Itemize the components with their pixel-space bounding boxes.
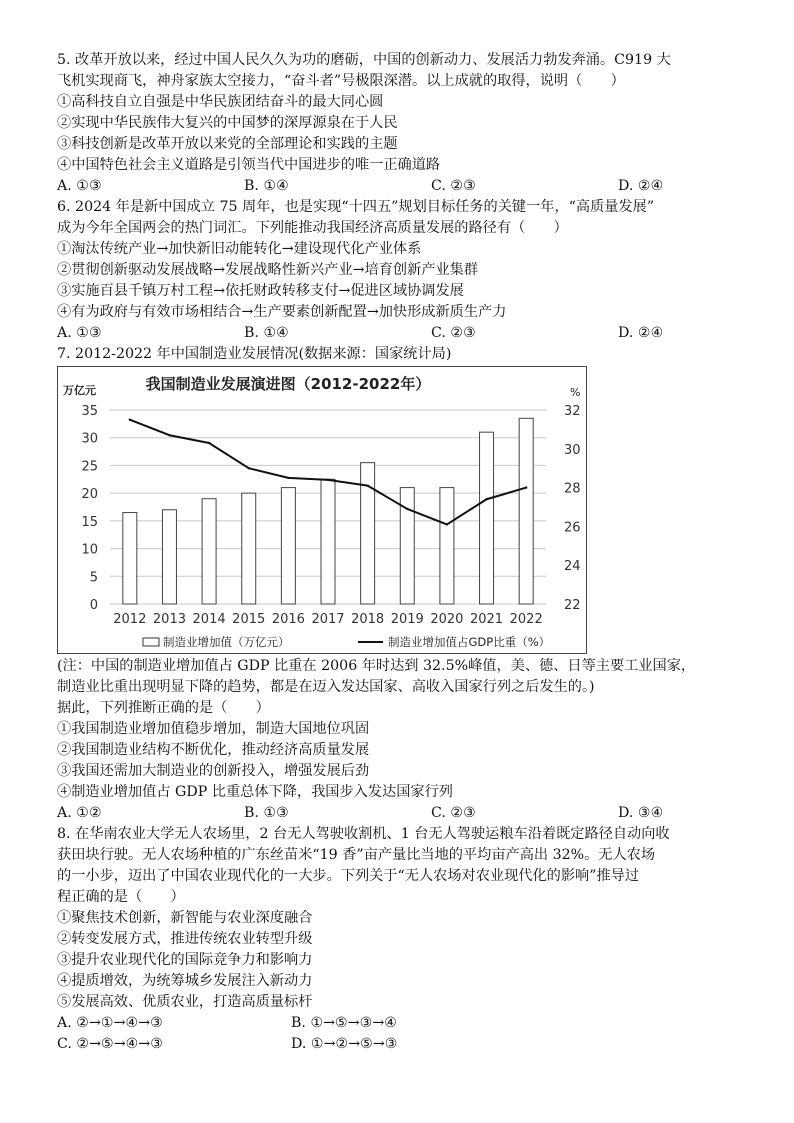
chart-line-point	[446, 523, 448, 525]
chart-line-point	[287, 477, 289, 479]
q5-item-1: ①高科技自立自强是中华民族团结奋斗的最大同心圆	[57, 94, 384, 110]
chart-x-tick: 2012	[113, 612, 147, 627]
chart-y-tick-right: 24	[564, 559, 581, 575]
exam-page	[57, 50, 747, 1055]
chart-bar	[123, 513, 137, 604]
q7-ask: 据此，下列推断正确的是（ ）	[57, 700, 270, 716]
chart-x-tick: 2020	[430, 612, 464, 627]
chart-bar	[361, 463, 375, 604]
chart-y-tick-left: 20	[81, 487, 98, 503]
chart-y-tick-right: 32	[564, 404, 581, 419]
q8-stem-line-4: 程正确的是（ ）	[57, 889, 185, 905]
chart-bar	[281, 488, 295, 604]
chart-y-tick-left: 5	[89, 570, 98, 586]
q6-option-c[interactable]: C. ②③	[431, 325, 476, 341]
q5-option-b[interactable]: B. ①④	[244, 178, 289, 194]
question-5	[57, 50, 747, 197]
chart-x-tick: 2013	[152, 612, 187, 627]
chart-bar	[321, 479, 335, 604]
chart-bar	[202, 499, 216, 604]
q8-option-b[interactable]: B. ①→⑤→③→④	[291, 1015, 397, 1031]
chart-y-tick-right: 28	[564, 481, 581, 497]
chart-line-point	[525, 486, 527, 488]
q8-item-2: ②转变发展方式，推进传统农业转型升级	[57, 931, 313, 947]
chart-legend	[143, 635, 550, 649]
legend-bar-swatch	[143, 638, 159, 646]
chart-y-tick-right: 26	[564, 520, 581, 536]
q6-item-4: ④有为政府与有效市场相结合→生产要素创新配置→加快形成新质生产力	[57, 304, 507, 320]
chart-y-axis-label-left: 万亿元	[63, 384, 96, 397]
chart-line-point	[129, 419, 131, 421]
q7-stem: 7. 2012-2022 年中国制造业发展情况(数据来源：国家统计局)	[57, 346, 452, 362]
chart-y-tick-left: 30	[81, 431, 98, 447]
q7-option-d[interactable]: D. ③④	[618, 805, 664, 821]
q7-note-line-1: (注：中国的制造业增加值占 GDP 比重在 2006 年时达到 32.5%峰值，美、德、日等主要工业国家，	[57, 658, 696, 674]
q8-item-1: ①聚焦技术创新，新智能与农业深度融合	[57, 910, 313, 926]
chart-svg	[58, 367, 586, 653]
chart-line-point	[168, 434, 170, 436]
q5-stem-line-2: 飞机实现商飞，神舟家族太空接力，“奋斗者”号极限深潜。以上成就的取得，说明（ ）	[57, 73, 625, 89]
chart-line-point	[327, 479, 329, 481]
q6-item-1: ①淘汰传统产业→加快新旧动能转化→建设现代化产业体系	[57, 241, 422, 257]
q7-option-b[interactable]: B. ①③	[244, 805, 289, 821]
q8-item-5: ⑤发展高效、优质农业，打造高质量标杆	[57, 994, 313, 1010]
q8-option-c[interactable]: C. ②→⑤→④→③	[57, 1036, 163, 1052]
question-8	[57, 824, 747, 1055]
chart-line-point	[406, 508, 408, 510]
chart-y-tick-left: 25	[81, 459, 98, 475]
q6-item-3: ③实施百县千镇万村工程→依托财政转移支付→促进区域协调发展	[57, 283, 464, 299]
chart-y-tick-left: 35	[81, 404, 98, 419]
q7-note	[57, 656, 747, 698]
chart-x-tick: 2015	[232, 612, 266, 627]
legend-line-label: 制造业增加值占GDP比重（%）	[388, 635, 551, 649]
q5-option-c[interactable]: C. ②③	[431, 178, 476, 194]
chart-x-tick: 2018	[351, 612, 385, 627]
q6-option-d[interactable]: D. ②④	[618, 325, 664, 341]
q8-stem-line-2: 获田块行驶。无人农场种植的广东丝苗米“19 香”亩产量比当地的平均亩产高出 32%。无人农场	[57, 847, 656, 863]
chart-y-tick-left: 0	[89, 598, 98, 613]
chart-y-tick-right: 30	[564, 442, 581, 458]
chart-y-axis-label-right: %	[570, 386, 581, 399]
q6-option-a[interactable]: A. ①③	[57, 325, 102, 341]
q5-item-3: ③科技创新是改革开放以来党的全部理论和实践的主题	[57, 136, 398, 152]
chart-y-tick-left: 10	[81, 542, 98, 558]
chart-line-point	[208, 442, 210, 444]
q5-option-a[interactable]: A. ①③	[57, 178, 102, 194]
chart-bar	[519, 418, 533, 604]
chart-bar	[440, 488, 454, 604]
chart-line-point	[366, 484, 368, 486]
q5-options	[57, 176, 747, 197]
q8-options-row-1	[57, 1013, 747, 1034]
chart-x-tick: 2022	[509, 612, 543, 627]
q6-option-b[interactable]: B. ①④	[244, 325, 289, 341]
q5-option-d[interactable]: D. ②④	[618, 178, 664, 194]
chart-bar	[242, 493, 256, 604]
q8-option-a[interactable]: A. ②→①→④→③	[57, 1015, 163, 1031]
q8-item-3: ③提升农业现代化的国际竞争力和影响力	[57, 952, 313, 968]
chart-title: 我国制造业发展演进图（2012-2022年）	[145, 375, 431, 393]
q7-note-line-2: 制造业比重出现明显下降的趋势，都是在迈入发达国家、高收入国家行列之后发生的。)	[57, 679, 595, 695]
question-7	[57, 344, 747, 824]
q7-item-3: ③我国还需加大制造业的创新投入，增强发展后劲	[57, 763, 370, 779]
q5-item-4: ④中国特色社会主义道路是引领当代中国进步的唯一正确道路	[57, 157, 441, 173]
q8-option-d[interactable]: D. ①→②→⑤→③	[291, 1036, 398, 1052]
chart-bar	[162, 510, 176, 604]
q5-stem-line-1: 5. 改革开放以来，经过中国人民久久为功的磨砺，中国的创新动力、发展活力勃发奔涌。C919 大	[57, 52, 671, 68]
q8-stem-line-1: 8. 在华南农业大学无人农场里，2 台无人驾驶收割机、1 台无人驾驶运粮车沿着既定路径自动向收	[57, 826, 670, 842]
q7-item-1: ①我国制造业增加值稳步增加，制造大国地位巩固	[57, 721, 370, 737]
chart-y-tick-left: 15	[81, 514, 98, 530]
chart-line-point	[248, 467, 250, 469]
manufacturing-chart	[57, 366, 587, 654]
q7-option-c[interactable]: C. ②③	[431, 805, 476, 821]
legend-bar-label: 制造业增加值（万亿元）	[163, 635, 290, 649]
q6-options	[57, 323, 747, 344]
chart-x-tick: 2017	[311, 612, 345, 627]
chart-y-tick-right: 22	[564, 598, 581, 613]
chart-bar	[480, 432, 494, 604]
chart-line-point	[485, 498, 487, 500]
q5-item-2: ②实现中华民族伟大复兴的中国梦的深厚源泉在于人民	[57, 115, 398, 131]
q7-option-a[interactable]: A. ①②	[57, 805, 102, 821]
q6-stem-line-1: 6. 2024 年是新中国成立 75 周年，也是实现“十四五”规划目标任务的关键一年，“高质量发展”	[57, 199, 655, 215]
q8-options-row-2	[57, 1034, 747, 1055]
q7-item-2: ②我国制造业结构不断优化，推动经济高质量发展	[57, 742, 370, 758]
q6-stem-line-2: 成为今年全国两会的热门词汇。下列能推动我国经济高质量发展的路径有（ ）	[57, 220, 568, 236]
q8-stem-line-3: 的一小步，迈出了中国农业现代化的一大步。下列关于“无人农场对农业现代化的影响”推导过	[57, 868, 640, 884]
chart-x-tick: 2019	[390, 612, 424, 627]
chart-x-tick: 2021	[469, 612, 504, 627]
chart-x-tick: 2016	[271, 612, 305, 627]
question-6	[57, 197, 747, 344]
q6-item-2: ②贯彻创新驱动发展战略→发展战略性新兴产业→培育创新产业集群	[57, 262, 479, 278]
q8-item-4: ④提质增效，为统筹城乡发展注入新动力	[57, 973, 313, 989]
q7-options	[57, 803, 747, 824]
chart-x-tick: 2014	[192, 612, 226, 627]
q7-item-4: ④制造业增加值占 GDP 比重总体下降，我国步入发达国家行列	[57, 784, 453, 800]
